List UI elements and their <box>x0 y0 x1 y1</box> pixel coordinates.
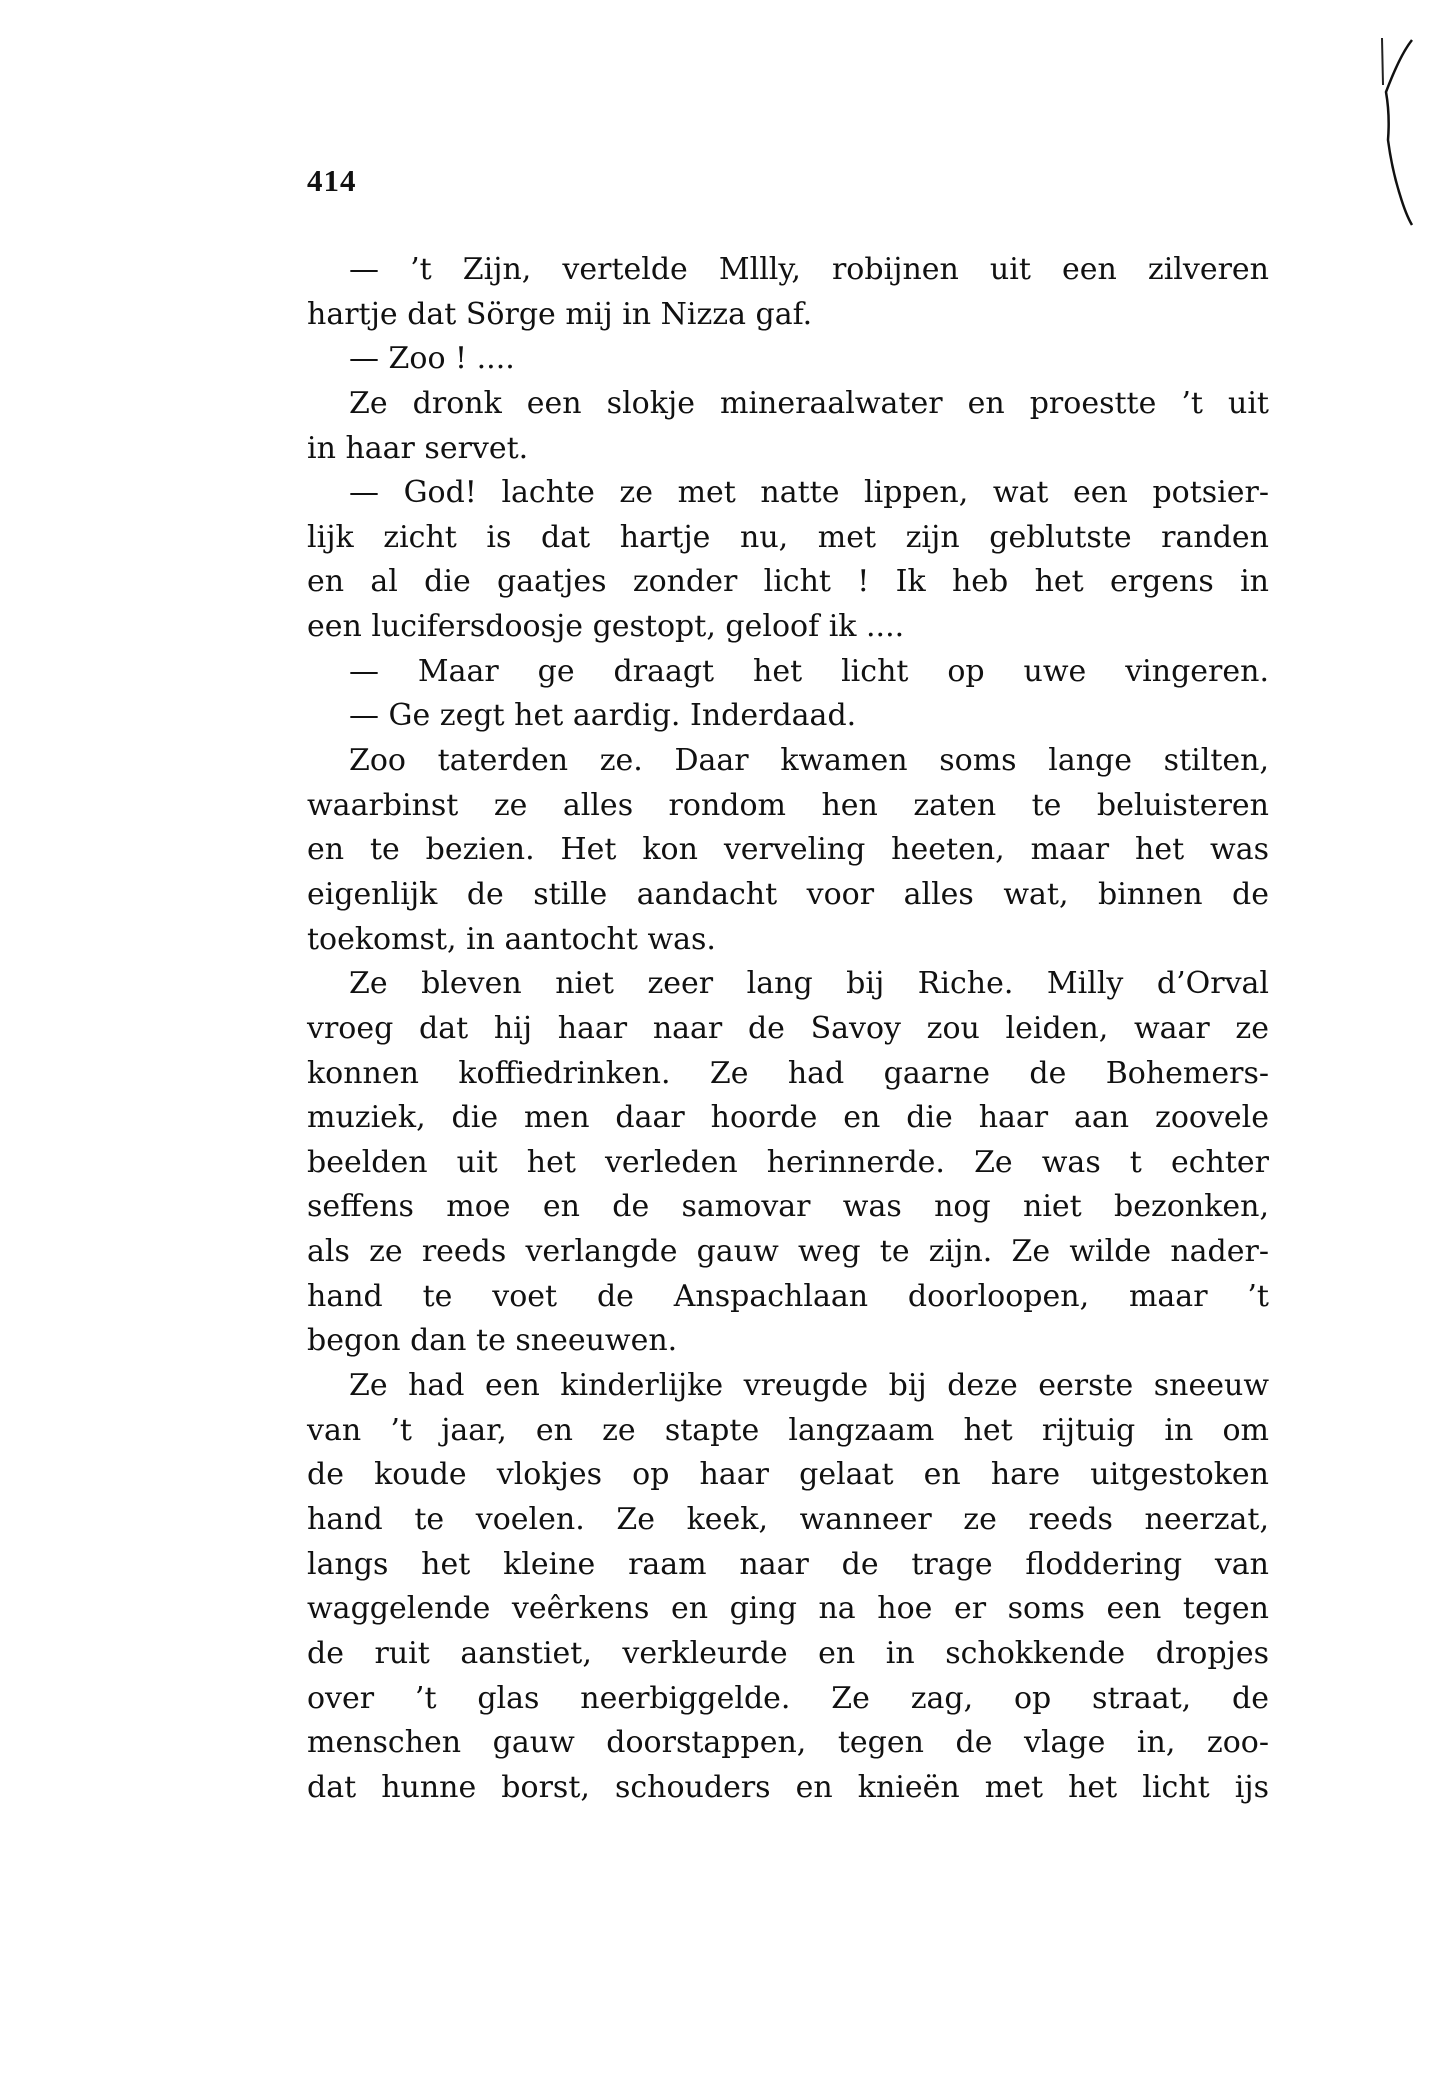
text-line: een lucifersdoosje gestopt, geloof ik .... <box>307 609 905 645</box>
text-line: menschen gauw doorstappen, tegen de vlage in, zoo- <box>307 1725 1269 1761</box>
text-line: waggelende veêrkens en ging na hoe er soms een tegen <box>307 1591 1269 1627</box>
text-line: — ’t Zijn, vertelde Mllly, robijnen uit een zilveren <box>349 252 1269 287</box>
text-line: Ze bleven niet zeer lang bij Riche. Milly d’Orval <box>349 966 1269 1002</box>
text-line: — Ge zegt het aardig. Inderdaad. <box>349 698 857 734</box>
text-line: — God! lachte ze met natte lippen, wat een potsier- <box>349 475 1269 511</box>
text-line: als ze reeds verlangde gauw weg te zijn. Ze wilde nader- <box>307 1234 1269 1270</box>
text-line: over ’t glas neerbiggelde. Ze zag, op straat, de <box>307 1680 1269 1716</box>
text-line: van ’t jaar, en ze stapte langzaam het rijtuig in om <box>307 1412 1269 1448</box>
text-line: — Maar ge draagt het licht op uwe vingeren. <box>349 653 1269 689</box>
text-line: waarbinst ze alles rondom hen zaten te beluisteren <box>307 787 1269 823</box>
text-line: vroeg dat hij haar naar de Savoy zou leiden, waar ze <box>307 1010 1269 1046</box>
text-line: Zoo taterden ze. Daar kwamen soms lange stilten, <box>349 743 1269 779</box>
text-line: hartje dat Sörge mij in Nizza gaf. <box>307 296 813 332</box>
text-line: dat hunne borst, schouders en knieën met het licht ijs <box>307 1769 1269 1805</box>
text-line: hand te voelen. Ze keek, wanneer ze reeds neerzat, <box>307 1501 1269 1537</box>
text-line: eigenlijk de stille aandacht voor alles wat, binnen de <box>307 876 1269 912</box>
text-line: hand te voet de Anspachlaan doorloopen, maar ’t <box>307 1278 1269 1314</box>
text-line: de koude vlokjes op haar gelaat en hare uitgestoken <box>307 1457 1269 1493</box>
text-line: en al die gaatjes zonder licht ! Ik heb het ergens in <box>307 564 1269 600</box>
text-line: begon dan te sneeuwen. <box>307 1323 678 1359</box>
text-line: langs het kleine raam naar de trage floddering van <box>307 1546 1269 1582</box>
text-line: lijk zicht is dat hartje nu, met zijn geblutste randen <box>307 519 1269 555</box>
text-line: in haar servet. <box>307 430 529 466</box>
text-line: beelden uit het verleden herinnerde. Ze was t echter <box>307 1144 1269 1180</box>
text-line: — Zoo ! .... <box>349 341 515 377</box>
text-line: en te bezien. Het kon verveling heeten, maar het was <box>307 832 1269 868</box>
text-line: Ze dronk een slokje mineraalwater en proestte ’t uit <box>349 385 1269 421</box>
text-line: toekomst, in aantocht was. <box>307 921 716 957</box>
text-line: seffens moe en de samovar was nog niet bezonken, <box>307 1189 1269 1225</box>
page-number: 414 <box>307 163 357 198</box>
text-line: konnen koffiedrinken. Ze had gaarne de Bohemers- <box>307 1055 1269 1091</box>
text-line: muziek, die men daar hoorde en die haar aan zoovele <box>307 1100 1269 1136</box>
pen-mark-icon <box>1370 30 1430 230</box>
text-line: de ruit aanstiet, verkleurde en in schokkende dropjes <box>307 1635 1269 1671</box>
text-line: Ze had een kinderlijke vreugde bij deze eerste sneeuw <box>349 1368 1269 1404</box>
body-text <box>307 248 1269 1810</box>
